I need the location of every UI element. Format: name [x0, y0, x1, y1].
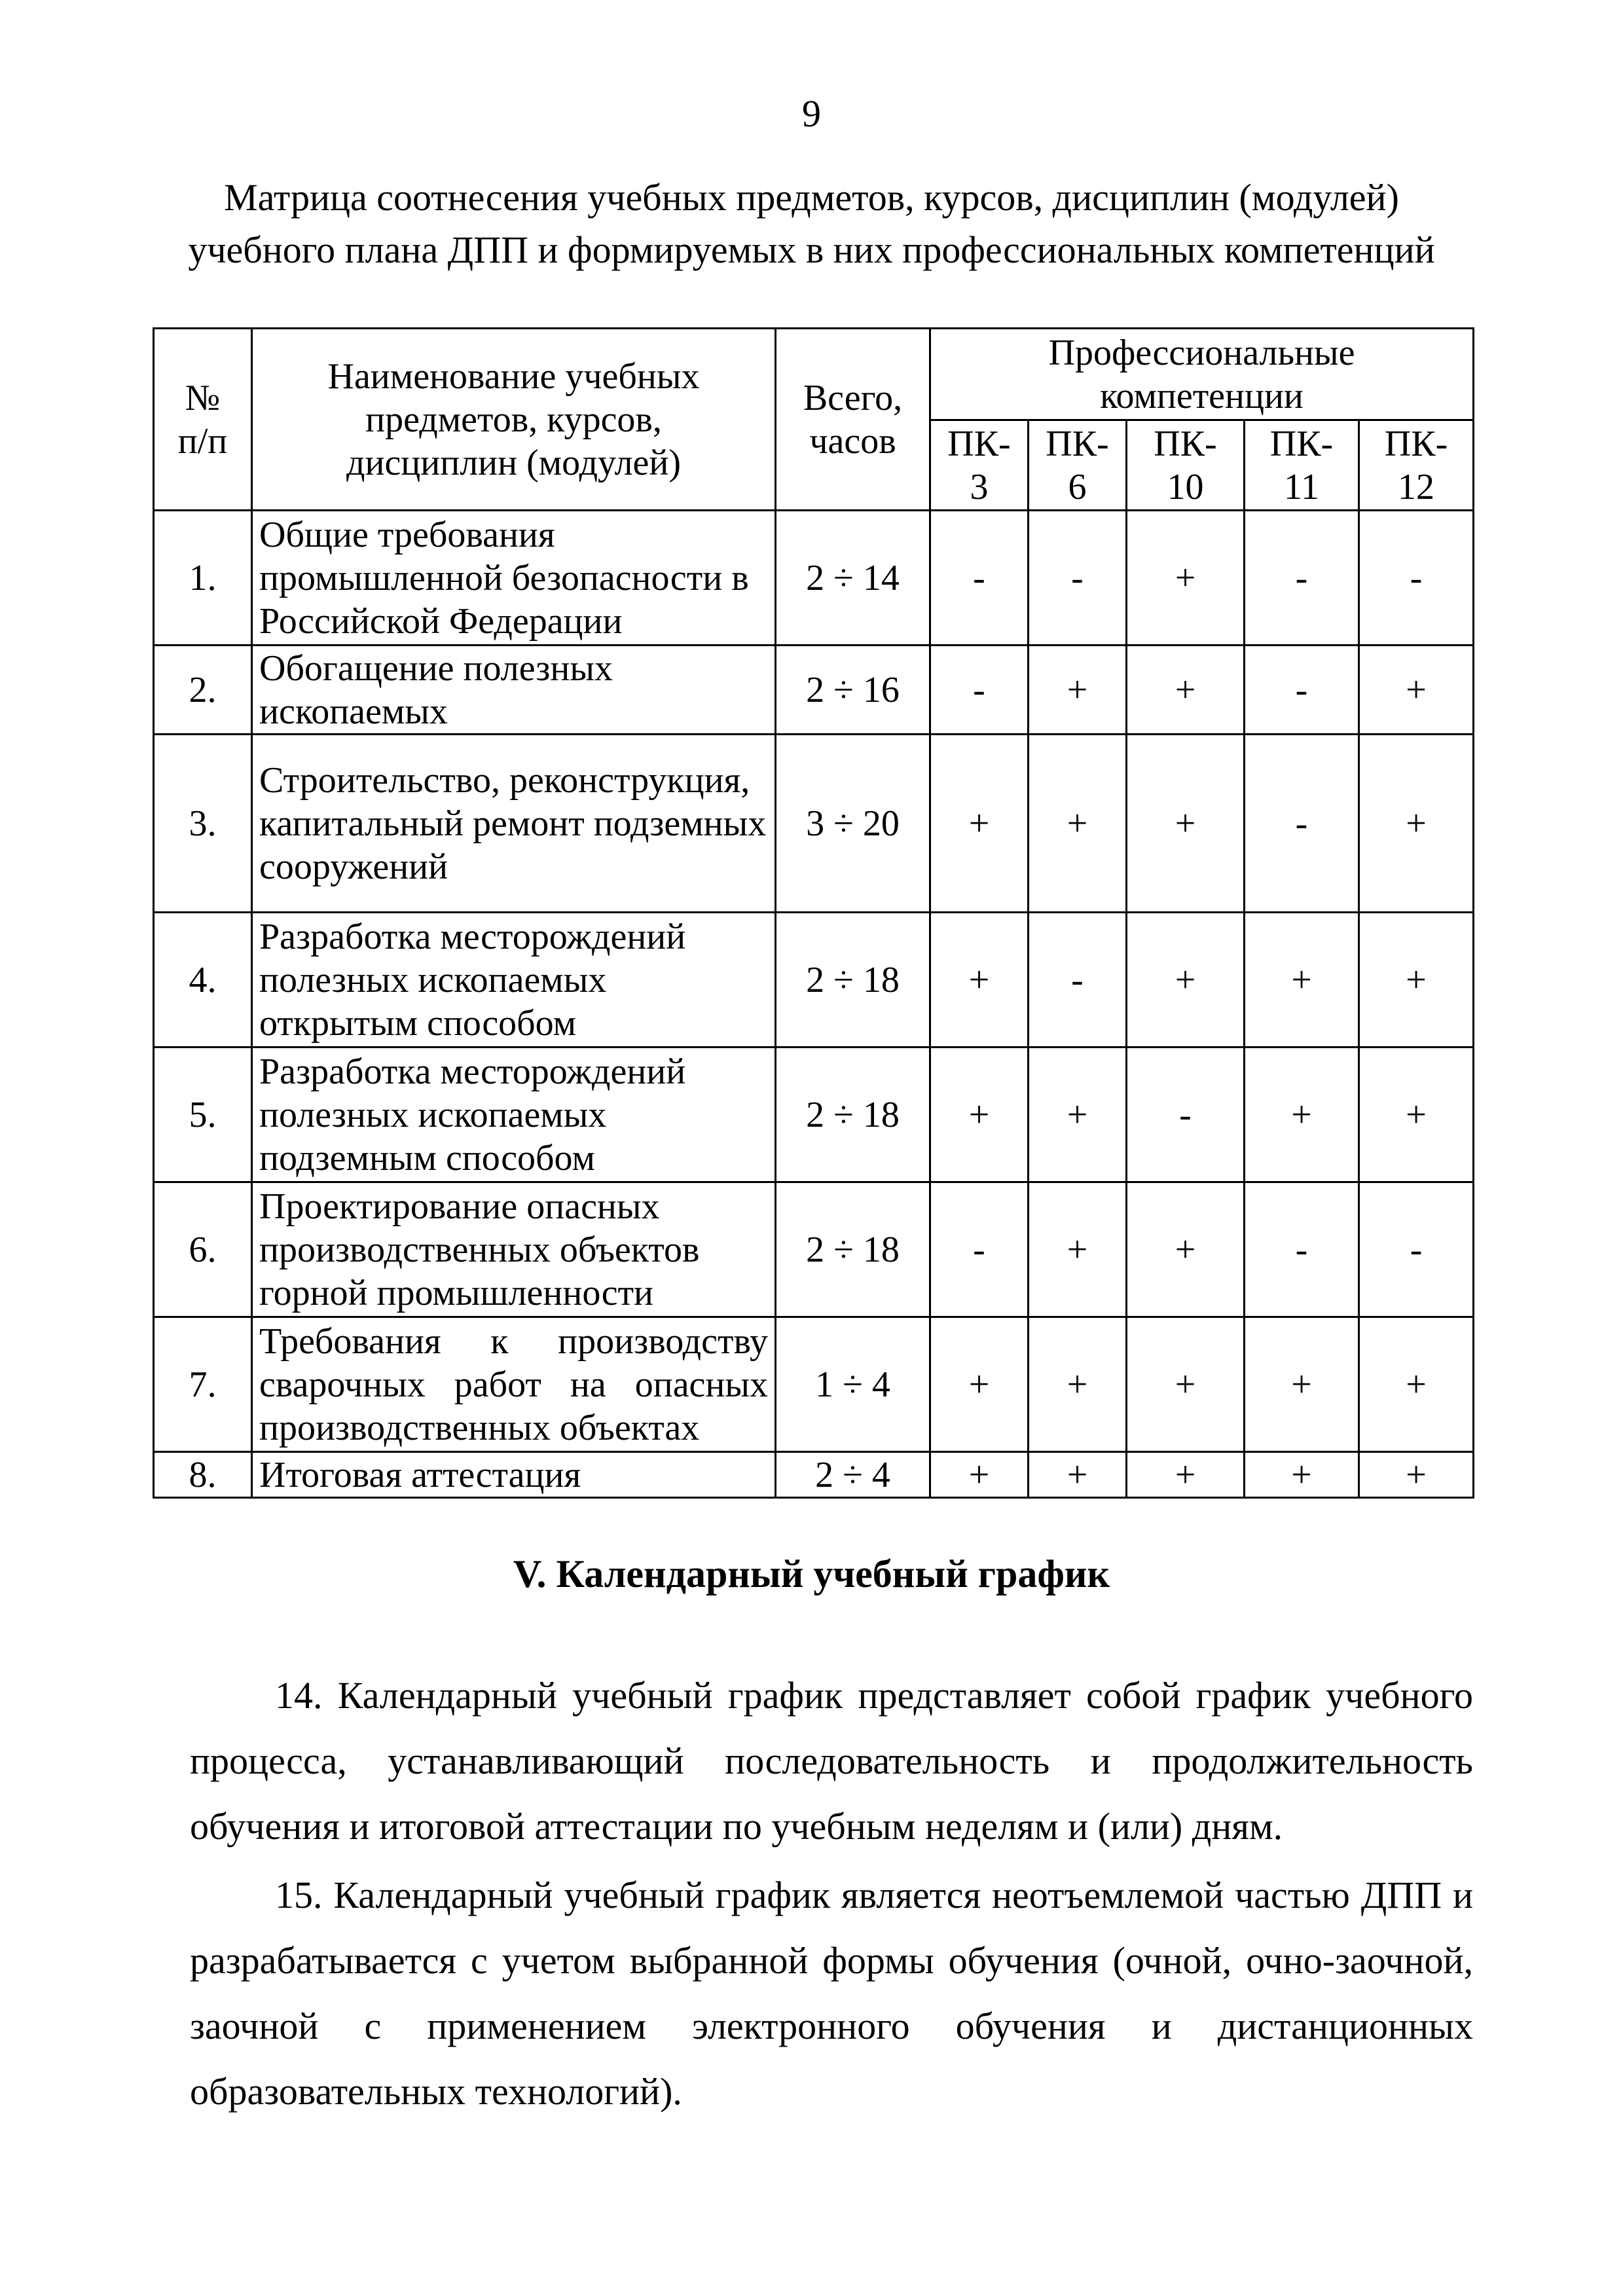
- row-hours: 1 ÷ 4: [776, 1317, 930, 1452]
- row-name: Разработка месторождений полезных ископаемых подземным способом: [252, 1048, 776, 1182]
- row-name: Разработка месторождений полезных ископаемых открытым способом: [252, 913, 776, 1048]
- paragraph-14-text: 14. Календарный учебный график представляет собой график учебного процесса, устанавливающий последовательность и продолжительность обучения и итоговой аттестации по учебным неделям и (или) дням.: [190, 1674, 1473, 1848]
- header-pk-top: ПК-: [1269, 423, 1334, 464]
- row-mark: +: [1359, 1452, 1474, 1498]
- paragraph-14: [190, 1663, 1473, 1859]
- row-mark: +: [1245, 1317, 1359, 1452]
- table-row: [154, 735, 1474, 913]
- header-pk-3: [930, 420, 1029, 511]
- header-pk-bottom: 3: [970, 466, 989, 507]
- row-hours: 2 ÷ 4: [776, 1452, 930, 1498]
- row-mark: -: [1029, 511, 1127, 646]
- row-name: Строительство, реконструкция, капитальный ремонт подземных сооружений: [252, 735, 776, 913]
- row-num: 8.: [154, 1452, 252, 1498]
- matrix-title: [0, 172, 1623, 276]
- row-mark: -: [1245, 735, 1359, 913]
- row-mark: +: [1029, 646, 1127, 735]
- table-row: [154, 646, 1474, 735]
- row-mark: -: [930, 646, 1029, 735]
- header-competences: [930, 329, 1474, 420]
- page-number: 9: [802, 92, 821, 135]
- header-name: [252, 329, 776, 511]
- row-hours: 2 ÷ 18: [776, 913, 930, 1048]
- row-mark: +: [1127, 511, 1245, 646]
- row-mark: +: [1127, 735, 1245, 913]
- row-mark: +: [930, 1048, 1029, 1182]
- table-row: [154, 1452, 1474, 1498]
- row-hours: 3 ÷ 20: [776, 735, 930, 913]
- header-competences-line2: компетенции: [1100, 375, 1304, 416]
- row-name: Итоговая аттестация: [252, 1452, 776, 1498]
- row-mark: +: [1029, 1182, 1127, 1317]
- row-mark: -: [1359, 1182, 1474, 1317]
- row-mark: +: [1127, 1452, 1245, 1498]
- table-row: [154, 1182, 1474, 1317]
- row-mark: +: [1029, 1317, 1127, 1452]
- header-hours-line1: Всего,: [803, 377, 903, 418]
- row-num: 2.: [154, 646, 252, 735]
- row-num: 7.: [154, 1317, 252, 1452]
- row-mark: +: [930, 1452, 1029, 1498]
- table-row: [154, 511, 1474, 646]
- competence-matrix-table: [153, 327, 1474, 1499]
- row-mark: -: [1029, 913, 1127, 1048]
- row-mark: +: [1127, 913, 1245, 1048]
- header-hours: [776, 329, 930, 511]
- header-num-line1: №: [185, 377, 221, 418]
- row-mark: +: [1029, 1452, 1127, 1498]
- row-mark: -: [930, 511, 1029, 646]
- row-mark: +: [1359, 1048, 1474, 1182]
- header-name-line3: дисциплин (модулей): [346, 442, 682, 483]
- header-pk-11: [1245, 420, 1359, 511]
- row-name: Общие требования промышленной безопасности в Российской Федерации: [252, 511, 776, 646]
- table-row: [154, 1317, 1474, 1452]
- row-mark: -: [1359, 511, 1474, 646]
- row-mark: +: [1245, 1452, 1359, 1498]
- table-row: [154, 1048, 1474, 1182]
- header-pk-12: [1359, 420, 1474, 511]
- row-mark: +: [1127, 646, 1245, 735]
- matrix-title-line2: учебного плана ДПП и формируемых в них профессиональных компетенций: [188, 228, 1435, 271]
- row-hours: 2 ÷ 18: [776, 1182, 930, 1317]
- row-mark: -: [1245, 511, 1359, 646]
- header-pk-top: ПК-: [1384, 423, 1448, 464]
- row-mark: +: [1245, 913, 1359, 1048]
- row-hours: 2 ÷ 18: [776, 1048, 930, 1182]
- header-num-line2: п/п: [177, 420, 228, 462]
- header-pk-6: [1029, 420, 1127, 511]
- header-pk-bottom: 6: [1068, 466, 1087, 507]
- row-num: 3.: [154, 735, 252, 913]
- row-mark: +: [930, 913, 1029, 1048]
- paragraph-15: [190, 1863, 1473, 2124]
- matrix-title-line1: Матрица соотнесения учебных предметов, курсов, дисциплин (модулей): [224, 176, 1399, 219]
- row-num: 4.: [154, 913, 252, 1048]
- header-pk-bottom: 11: [1284, 466, 1319, 507]
- row-name: Требования к производству сварочных работ на опасных производственных объектах: [252, 1317, 776, 1452]
- header-name-line1: Наименование учебных: [327, 355, 700, 397]
- row-mark: -: [1127, 1048, 1245, 1182]
- header-num: [154, 329, 252, 511]
- row-mark: +: [1245, 1048, 1359, 1182]
- header-pk-top: ПК-: [947, 423, 1011, 464]
- header-hours-line2: часов: [809, 420, 896, 462]
- header-pk-10: [1127, 420, 1245, 511]
- header-pk-bottom: 10: [1167, 466, 1204, 507]
- row-num: 1.: [154, 511, 252, 646]
- row-mark: -: [930, 1182, 1029, 1317]
- row-mark: +: [1359, 1317, 1474, 1452]
- row-mark: -: [1245, 646, 1359, 735]
- header-competences-line1: Профессиональные: [1048, 332, 1355, 373]
- row-mark: +: [1029, 735, 1127, 913]
- row-mark: +: [930, 735, 1029, 913]
- header-pk-top: ПК-: [1046, 423, 1109, 464]
- row-mark: +: [1359, 735, 1474, 913]
- row-mark: +: [1029, 1048, 1127, 1182]
- header-name-line2: предметов, курсов,: [365, 399, 662, 440]
- row-hours: 2 ÷ 14: [776, 511, 930, 646]
- section-title: V. Календарный учебный график: [513, 1552, 1110, 1595]
- table-row: [154, 913, 1474, 1048]
- row-name: Проектирование опасных производственных объектов горной промышленности: [252, 1182, 776, 1317]
- paragraph-15-text: 15. Календарный учебный график является неотъемлемой частью ДПП и разрабатывается с учетом выбранной формы обучения (очной, очно-заочной, заочной с применением электронного обучения и дистанционных образовательных технологий).: [190, 1874, 1473, 2113]
- row-name: Обогащение полезных ископаемых: [252, 646, 776, 735]
- row-mark: +: [1359, 646, 1474, 735]
- row-mark: +: [930, 1317, 1029, 1452]
- row-num: 6.: [154, 1182, 252, 1317]
- row-mark: -: [1245, 1182, 1359, 1317]
- header-pk-top: ПК-: [1154, 423, 1217, 464]
- row-hours: 2 ÷ 16: [776, 646, 930, 735]
- row-num: 5.: [154, 1048, 252, 1182]
- row-mark: +: [1127, 1317, 1245, 1452]
- row-mark: +: [1127, 1182, 1245, 1317]
- header-pk-bottom: 12: [1398, 466, 1435, 507]
- row-mark: +: [1359, 913, 1474, 1048]
